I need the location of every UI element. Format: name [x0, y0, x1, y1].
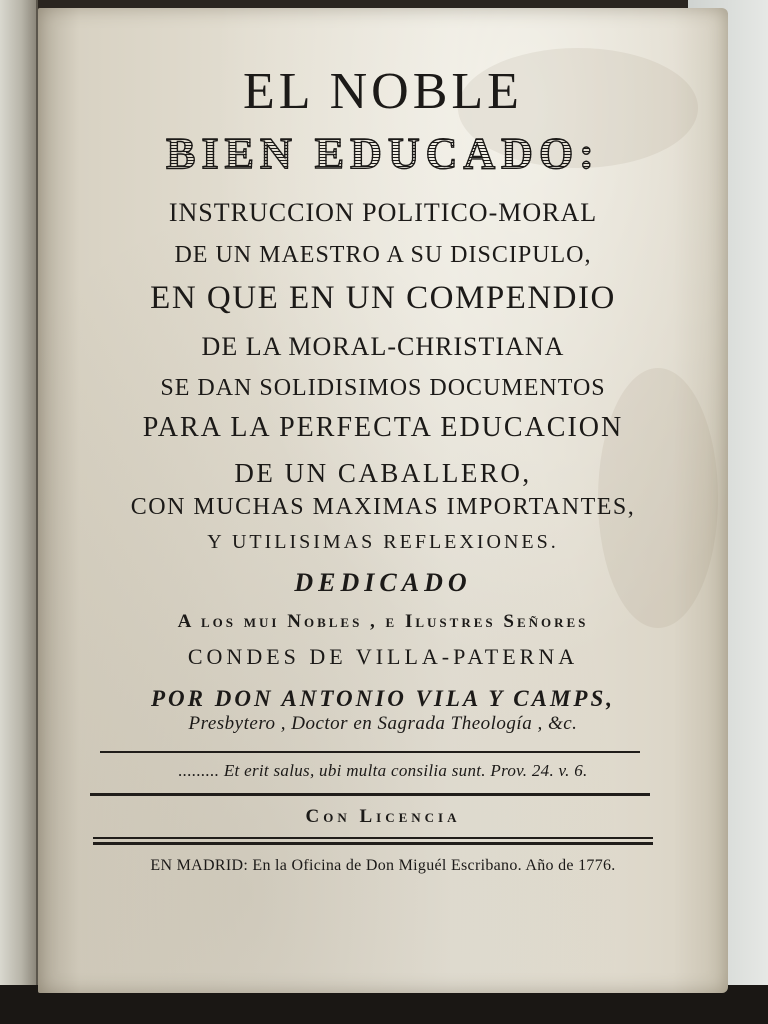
- subtitle-line: SE DAN SOLIDISIMOS DOCUMENTOS: [160, 375, 606, 401]
- imprint: EN MADRID: En la Oficina de Don Miguél Escribano. Año de 1776.: [150, 857, 616, 874]
- subtitle-line: CON MUCHAS MAXIMAS IMPORTANTES,: [130, 494, 636, 520]
- divider-rule: [93, 842, 653, 845]
- dedication-heading: DEDICADO: [294, 568, 472, 597]
- author-line: POR DON ANTONIO VILA Y CAMPS,: [150, 686, 615, 711]
- subtitle-line: DE LA MORAL-CHRISTIANA: [201, 332, 565, 361]
- book-cover-edge: [0, 0, 38, 1010]
- dedication-line: CONDES DE VILLA-PATERNA: [187, 644, 579, 669]
- epigraph: ......... Et erit salus, ubi multa consilia sunt. Prov. 24. v. 6.: [178, 761, 588, 780]
- title-line-1: EL NOBLE: [243, 63, 523, 120]
- title-line-2: BIEN EDUCADO:: [38, 128, 728, 179]
- divider-rule: [90, 793, 650, 796]
- title-page: [38, 8, 728, 993]
- subtitle-line: EN QUE EN UN COMPENDIO: [150, 280, 616, 316]
- dedication-line: A los mui Nobles , e Ilustres Señores: [177, 611, 589, 632]
- subtitle-line: DE UN MAESTRO A SU DISCIPULO,: [174, 242, 592, 268]
- license-notice: Con Licencia: [305, 806, 461, 827]
- subtitle-line: PARA LA PERFECTA EDUCACION: [142, 412, 624, 443]
- author-title: Presbytero , Doctor en Sagrada Theología , &c.: [188, 713, 578, 734]
- divider-rule: [93, 837, 653, 839]
- subtitle-line: INSTRUCCION POLITICO-MORAL: [168, 198, 598, 227]
- subtitle-line: DE UN CABALLERO,: [234, 458, 532, 488]
- divider-rule: [100, 751, 640, 753]
- subtitle-line: Y UTILISIMAS REFLEXIONES.: [207, 531, 559, 553]
